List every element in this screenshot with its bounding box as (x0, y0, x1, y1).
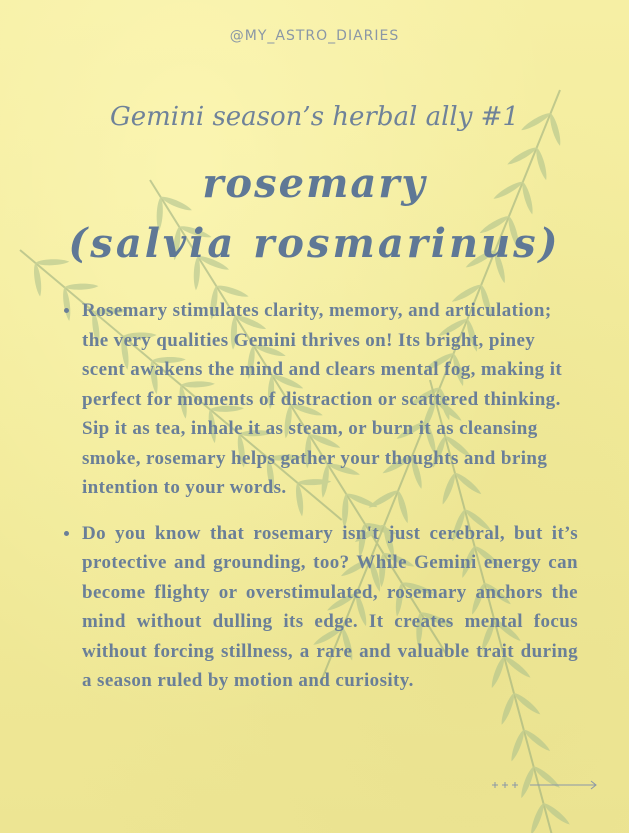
list-item-text: Rosemary stimulates clarity, memory, and articulation; the very qualities Gemini thrives on! Its bright, piney scent awakens the mind and clears mental fog, making it perfect for moments of distraction or scattered thinking. Sip it as tea, inhale it as steam, or burn it as cleansing smoke, rosemary helps gather your thoughts and bring intention to your words. (82, 300, 563, 498)
list-item-text: Do you know that rosemary isn't just cerebral, but it’s protective and grounding, too? While Gemini energy can become flighty or overstimulated, rosemary anchors the mind without dulling its edge. It creates mental focus without forcing stillness, a rare and valuable trait during a season ruled by motion and curiosity. (82, 522, 578, 691)
page-title-common-name: rosemary (202, 160, 427, 207)
page-subtitle: Gemini season’s herbal ally #1 (110, 102, 519, 132)
page-title-botanical-name: (salvia rosmarinus) (68, 220, 561, 267)
bullet-icon (64, 308, 69, 313)
arrow-right-icon[interactable] (490, 778, 600, 792)
account-handle[interactable]: @MY_ASTRO_DIARIES (229, 28, 400, 44)
bullet-icon (64, 531, 69, 536)
benefits-list (62, 296, 578, 712)
list-item (62, 519, 578, 696)
list-item (62, 296, 578, 503)
